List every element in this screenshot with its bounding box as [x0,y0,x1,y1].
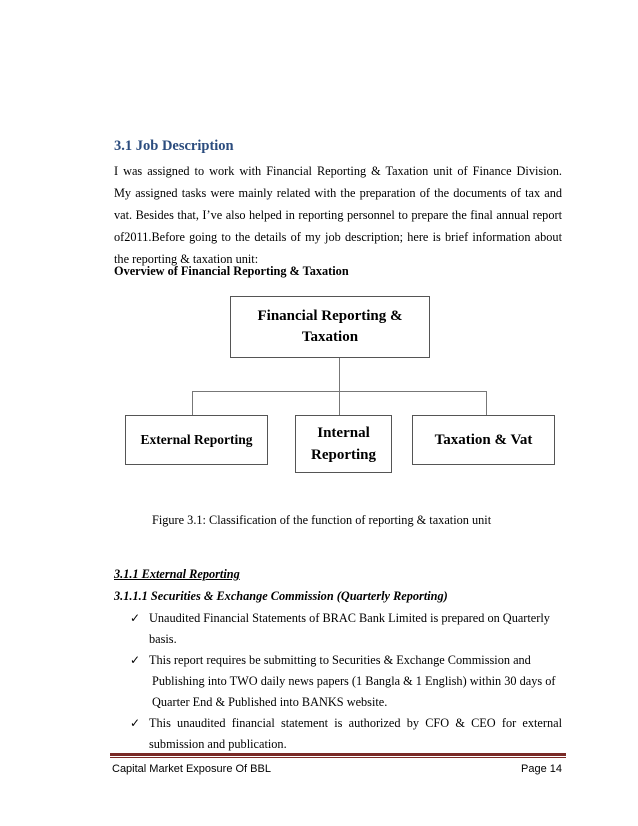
bullet-line: Quarter End & Published into BANKS website. [152,695,388,709]
bullet-line: Publishing into TWO daily news papers (1 Bangla & 1 English) within 30 days of [152,674,556,688]
org-chart-internal-reporting-box [295,415,392,473]
intro-paragraph [114,160,562,270]
intro-line: of2011.Before going to the details of my job description; here is brief information about [114,230,562,244]
subsection-subtitle: 3.1.1.1 Securities & Exchange Commission (Quarterly Reporting) [114,589,448,603]
checkmark-icon: ✓ [130,653,141,667]
bullet-list [130,608,562,755]
org-chart-root-line1: Financial Reporting & [257,308,403,324]
org-chart-external-reporting-box [125,415,268,465]
org-chart-external-reporting-label: External Reporting [140,432,253,447]
intro-line: the reporting & taxation unit: [114,252,259,266]
page-number: Page 14 [521,763,562,775]
intro-line: My assigned tasks were mainly related with the preparation of the documents of tax and [114,186,562,200]
footer-title: Capital Market Exposure Of BBL [112,763,271,775]
bullet-item [130,713,562,755]
org-chart-internal-line2: Reporting [311,447,376,463]
bullet-line: This unaudited financial statement is authorized by CFO & CEO for external [149,716,562,730]
org-chart-taxation-vat-label: Taxation & Vat [434,431,533,448]
connector-vertical-left [192,391,193,415]
checkmark-icon: ✓ [130,611,141,625]
connector-vertical-right [486,391,487,415]
bullet-line: This report requires be submitting to Securities & Exchange Commission and [149,653,531,667]
intro-line: vat. Besides that, I’ve also helped in reporting personnel to prepare the final annual report [114,208,562,222]
bullet-item [130,650,562,713]
subsection-title: 3.1.1 External Reporting [114,567,240,581]
footer-rule [110,753,566,756]
checkmark-icon: ✓ [130,716,141,730]
bullet-line: Unaudited Financial Statements of BRAC Bank Limited is prepared on Quarterly [149,611,550,625]
org-chart-root-line2: Taxation [301,329,359,345]
connector-vertical-middle [339,391,340,415]
figure-caption: Figure 3.1: Classification of the function of reporting & taxation unit [152,513,492,527]
bullet-line: submission and publication. [149,737,287,751]
bullet-line: basis. [149,632,177,646]
overview-heading: Overview of Financial Reporting & Taxation [114,264,349,278]
section-heading: 3.1 Job Description [114,138,234,154]
footer-rule-thin [110,757,566,758]
org-chart-taxation-vat-box [412,415,555,465]
intro-line: I was assigned to work with Financial Reporting & Taxation unit of Finance Division. [114,164,562,178]
connector-vertical-root [339,358,340,391]
org-chart-root-box [230,296,430,358]
org-chart-internal-line1: Internal [317,425,370,441]
bullet-item [130,608,562,650]
